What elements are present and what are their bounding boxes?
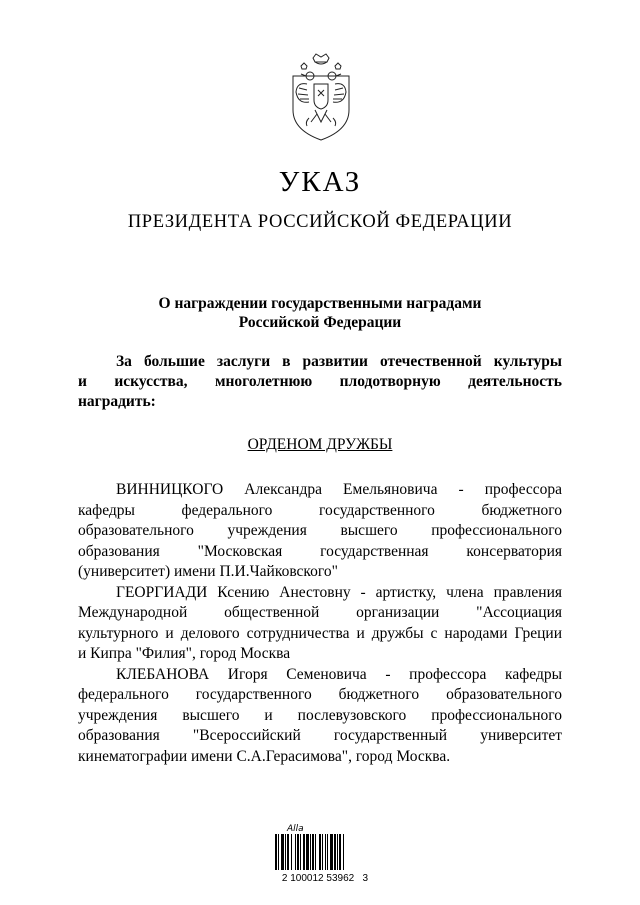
awardee-list bbox=[78, 480, 562, 767]
awardee-line: образования "Московская государственная консерватория bbox=[78, 542, 562, 560]
barcode-signature: Alla bbox=[287, 824, 304, 834]
awardee-line: кинематографии имени С.А.Герасимова", город Москва. bbox=[78, 747, 451, 765]
barcode-bar bbox=[300, 834, 301, 870]
awardee-line: ВИННИЦКОГО Александра Емельяновича - профессора bbox=[116, 481, 562, 498]
barcode-bar bbox=[322, 834, 323, 870]
decree-heading bbox=[0, 294, 640, 332]
barcode-bar bbox=[315, 834, 316, 870]
awardee-line: ГЕОРГИАДИ Ксению Анестовну - артистку, члена правления bbox=[116, 583, 562, 601]
awardee-entry bbox=[78, 480, 562, 583]
barcode-icon bbox=[275, 834, 369, 870]
awardee-line: учреждения высшего и послевузовского профессионального bbox=[78, 706, 562, 724]
barcode-bar bbox=[297, 834, 299, 870]
preamble-line: наградить: bbox=[78, 393, 156, 410]
heading-line: Российской Федерации bbox=[238, 314, 402, 331]
barcode-bar bbox=[310, 834, 311, 870]
awardee-line: Международной общественной организации "Ассоциация bbox=[78, 604, 562, 621]
barcode-bar bbox=[319, 834, 321, 870]
awardee-line: образовательного учреждения высшего профессионального bbox=[78, 522, 562, 539]
preamble-line: За большие заслуги в развитии отечественной культуры bbox=[116, 353, 562, 370]
awardee-line: кафедры федерального государственного бюджетного bbox=[78, 501, 562, 519]
barcode-bar bbox=[278, 834, 279, 870]
awardee-line: федерального государственного бюджетного образовательного bbox=[78, 686, 562, 703]
order-name: ОРДЕНОМ ДРУЖБЫ bbox=[247, 436, 393, 453]
preamble-line: и искусства, многолетнюю плодотворную деятельность bbox=[78, 373, 562, 390]
double-headed-eagle-icon bbox=[285, 52, 357, 142]
barcode-bar bbox=[339, 834, 341, 870]
document-barcode bbox=[275, 834, 369, 870]
barcode-bar bbox=[295, 834, 296, 870]
barcode-bar bbox=[327, 834, 328, 870]
barcode-bar bbox=[334, 834, 336, 870]
barcode-bar bbox=[306, 834, 309, 870]
barcode-bar bbox=[281, 834, 284, 870]
barcode-number: 2 100012 53962 3 bbox=[281, 873, 369, 884]
barcode-bar bbox=[343, 834, 344, 870]
awardee-entry bbox=[78, 665, 562, 768]
barcode-bar bbox=[325, 834, 326, 870]
barcode-bar bbox=[285, 834, 286, 870]
awardee-line: образования "Всероссийский государственный университет bbox=[78, 727, 562, 744]
awardee-line: культурного и делового сотрудничества и дружбы с народами Греции bbox=[78, 624, 562, 642]
barcode-bar bbox=[275, 834, 277, 870]
barcode-bar bbox=[330, 834, 333, 870]
awardee-line: (университет) имени П.И.Чайковского" bbox=[78, 563, 338, 580]
decree-subtitle: ПРЕЗИДЕНТА РОССИЙСКОЙ ФЕДЕРАЦИИ bbox=[127, 212, 513, 232]
decree-preamble bbox=[78, 352, 562, 412]
state-emblem bbox=[285, 52, 357, 142]
awardee-line: КЛЕБАНОВА Игоря Семеновича - профессора кафедры bbox=[116, 665, 562, 683]
barcode-bar bbox=[303, 834, 305, 870]
barcode-bar bbox=[312, 834, 314, 870]
barcode-bar bbox=[337, 834, 338, 870]
awardee-line: и Кипра "Филия", город Москва bbox=[78, 645, 291, 662]
barcode-bar bbox=[287, 834, 289, 870]
heading-line: О награждении государственными наградами bbox=[158, 295, 482, 312]
decree-title: УКАЗ bbox=[278, 166, 362, 198]
barcode-bar bbox=[291, 834, 292, 870]
awardee-entry bbox=[78, 583, 562, 665]
